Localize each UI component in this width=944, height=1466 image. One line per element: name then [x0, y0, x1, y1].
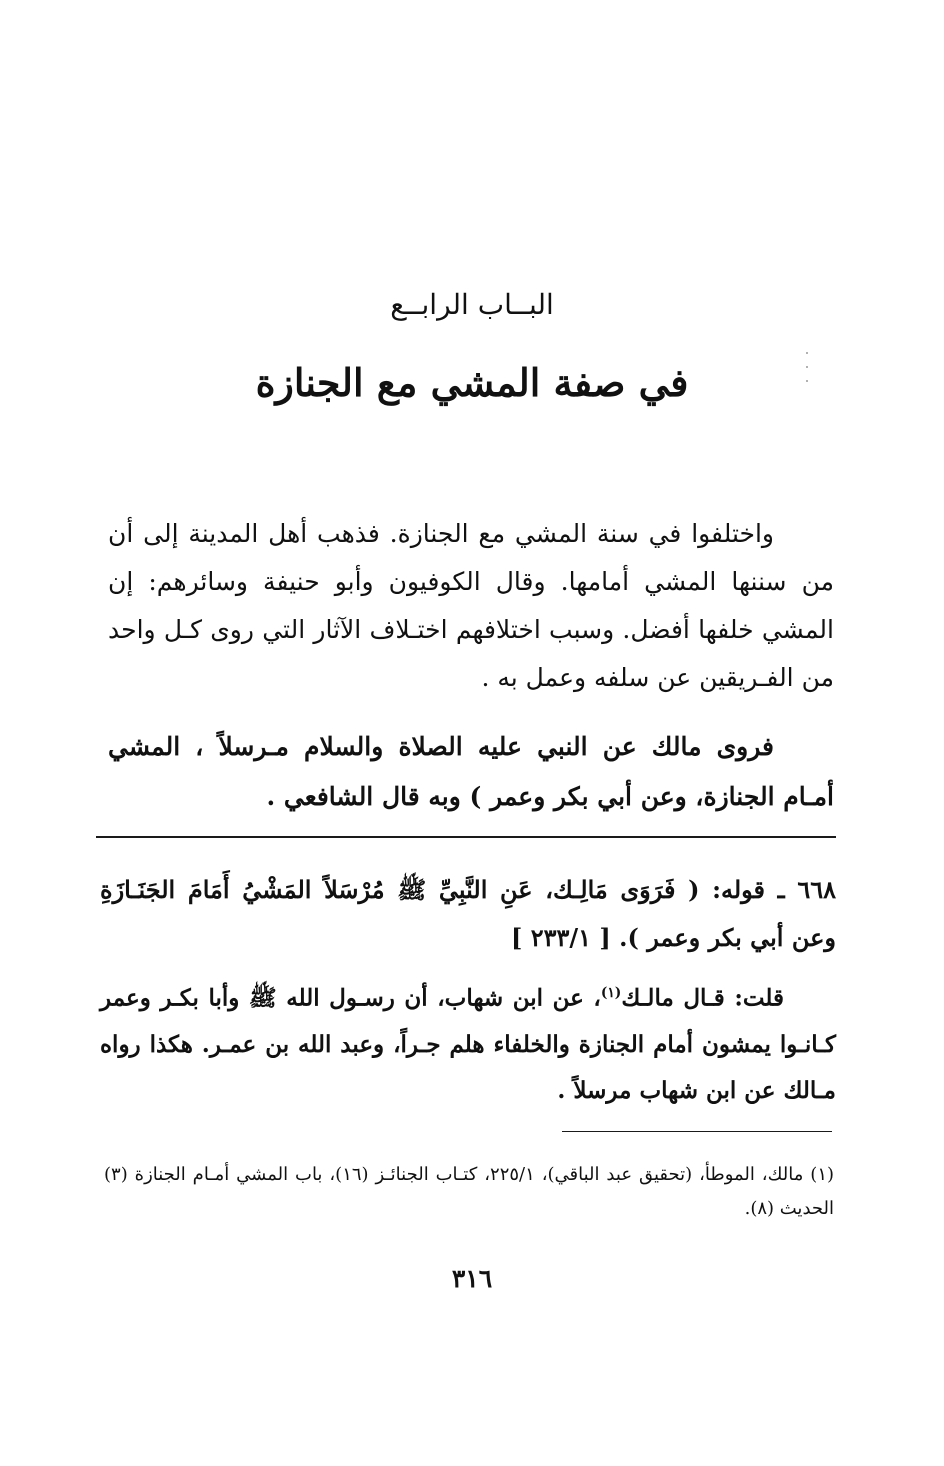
footnote-divider — [562, 1131, 832, 1132]
body-paragraph-2: فروى مالك عن النبي عليه الصلاة والسلام مـرسلاً ، المشي أمـام الجنازة، وعن أبي بكر وعمر ) وبه قال الشافعي . — [108, 732, 834, 811]
page-number: ٣١٦ — [451, 1264, 493, 1293]
section-divider — [96, 836, 836, 838]
scan-speck — [806, 366, 808, 368]
commentary-note-start: قلت: قـال مالـك — [621, 984, 785, 1012]
chapter-title: في صفة المشي مع الجنازة — [255, 360, 689, 405]
footnote-reference: (١) — [600, 985, 622, 1001]
chapter-label: البــاب الرابــع — [390, 288, 554, 321]
scan-speck — [806, 352, 808, 354]
scan-speck — [806, 380, 808, 382]
commentary-note — [100, 970, 836, 1114]
commentary-entry: ٦٦٨ ـ قوله: ( فَرَوَى مَالِـك، عَنِ النَّبِيِّ ﷺ مُرْسَلاً المَشْيُ أَمَامَ الجَنَـازَةِ وعن أبي بكر وعمر ). [ ٢٣٣/١ ] — [100, 875, 836, 952]
footnote: (١) مالك، الموطأ، (تحقيق عبد الباقي)، ٢٢٥/١، كتـاب الجنائـز (١٦)، باب المشي أمـام الجنازة (٣) الحديث (٨). — [104, 1164, 835, 1219]
body-paragraph-1: واختلفوا في سنة المشي مع الجنازة. فذهب أهل المدينة إلى أن من سننها المشي أمامها. وقال الكوفيون وأبو حنيفة وسائرهم: إن المشي خلفها أفضل. وسبب اختلافهم اختـلاف الآثار التي روى كـل واحد من الفـريقين عن سلفه وعمل به . — [108, 519, 834, 692]
commentary-note-rest: ، عن ابن شهاب، أن رسـول الله ﷺ وأبا بكـر وعمر كـانـوا يمشون أمام الجنازة والخلفاء هلم جـراً، وعبد الله بن عمـر. هكذا رواه مـالك عن ابن شهاب مرسلاً . — [100, 984, 836, 1104]
